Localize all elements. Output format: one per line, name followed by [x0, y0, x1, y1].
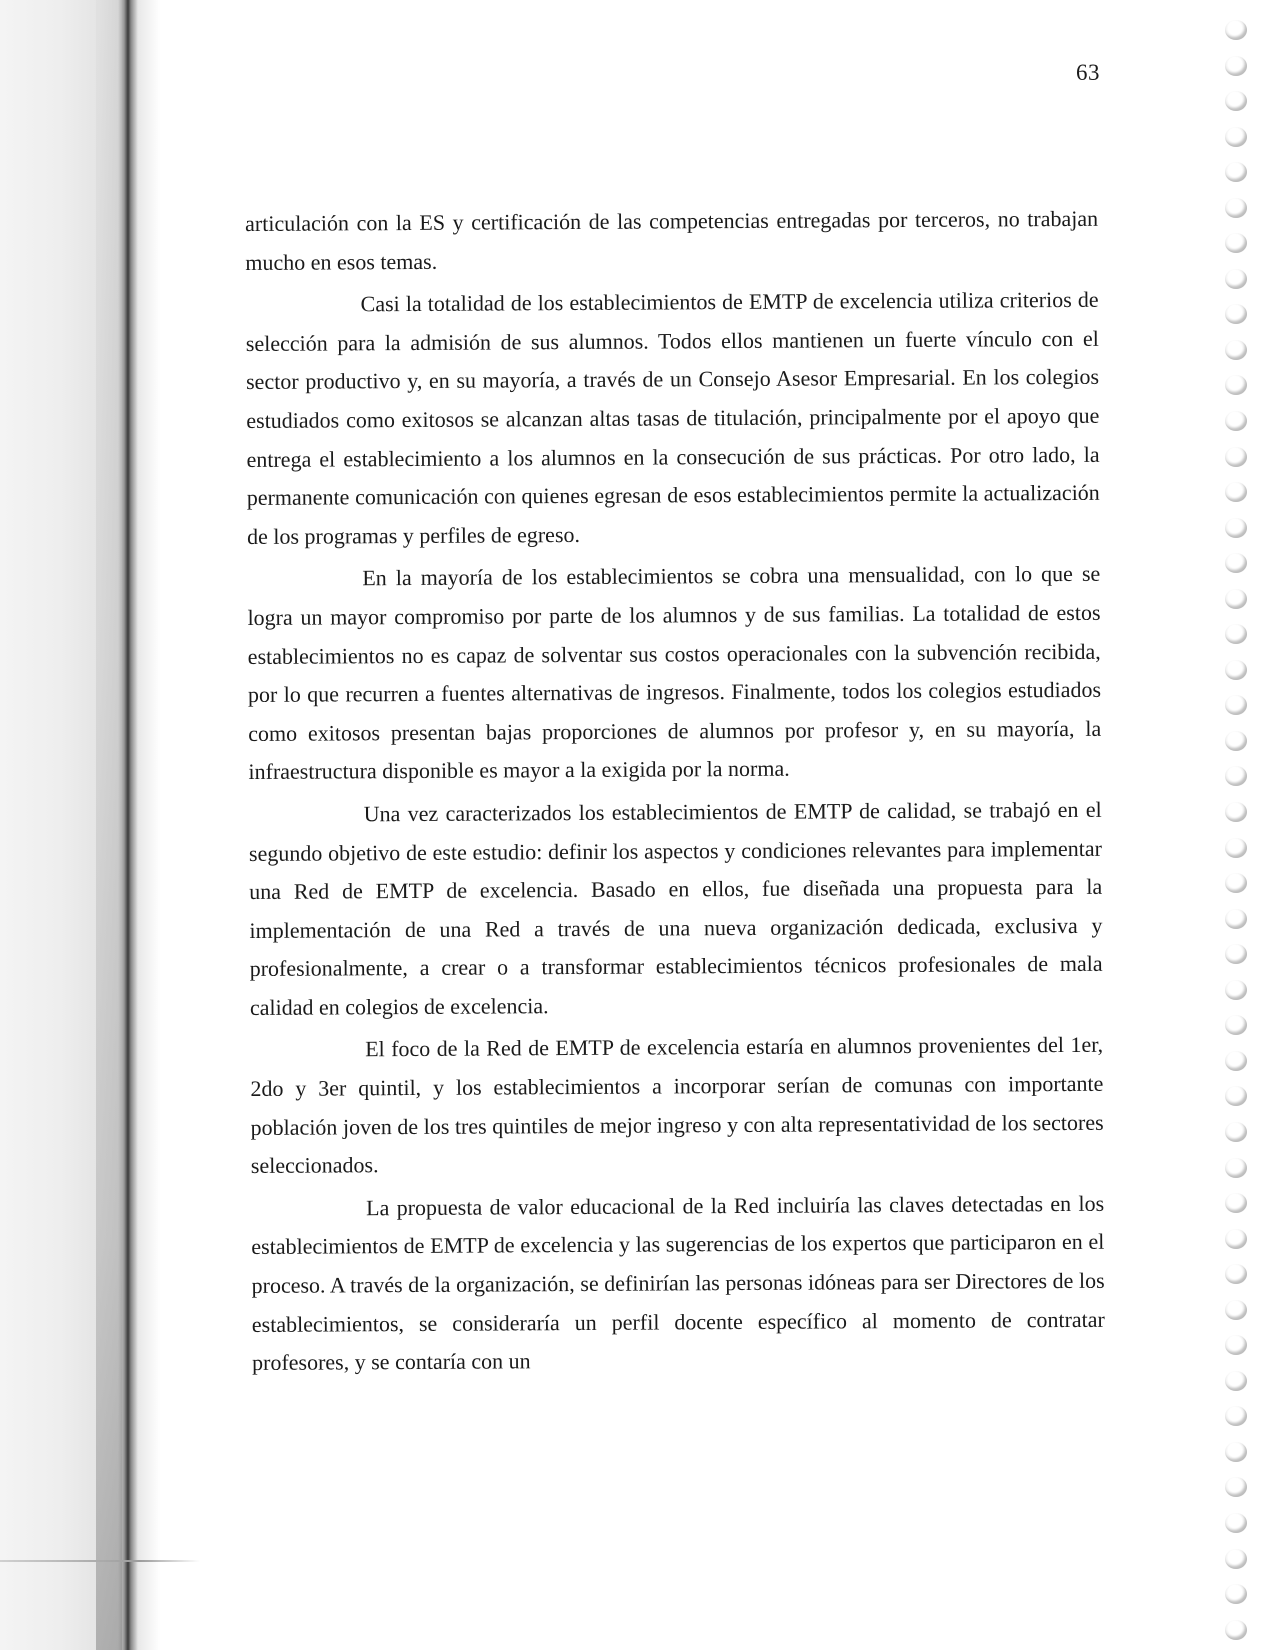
binding-hole-icon	[1225, 838, 1247, 858]
binding-hole-icon	[1225, 340, 1247, 360]
binding-hole-icon	[1225, 1264, 1247, 1284]
binding-hole-icon	[1225, 482, 1247, 502]
binding-hole-icon	[1225, 1051, 1247, 1071]
document-body	[245, 200, 1105, 1383]
paragraph: El foco de la Red de EMTP de excelencia estaría en alumnos provenientes del 1er, 2do y 3er quintil, y los establecimientos a incorporar serían de comunas con importante población joven de los tres quintiles de mejor ingreso y con alta representatividad de los sectores seleccionados.	[250, 1032, 1104, 1179]
binding-hole-icon	[1225, 1158, 1247, 1178]
binding-hole-icon	[1225, 56, 1247, 76]
binding-hole-icon	[1225, 375, 1247, 395]
binding-hole-icon	[1225, 127, 1247, 147]
paragraph: Casi la totalidad de los establecimientos de EMTP de excelencia utiliza criterios de selección para la admisión de sus alumnos. Todos ellos mantienen un fuerte vínculo con el sector productivo y, en su mayoría, a través de un Consejo Asesor Empresarial. En los colegios estudiados como exitosos se alcanzan altas tasas de titulación, principalmente por el apoyo que entrega el establecimiento a los alumnos en la consecución de sus prácticas. Por otro lado, la permanente comunicación con quienes egresan de esos establecimientos permite la actualización de los programas y perfiles de egreso.	[245, 286, 1100, 549]
paragraph: Una vez caracterizados los establecimientos de EMTP de calidad, se trabajó en el segundo objetivo de este estudio: definir los aspectos y condiciones relevantes para implementar una Red de EMTP de excelencia. Basado en ellos, fue diseñada una propuesta para la implementación de una Red a través de una nueva organización dedicada, exclusiva y profesionalmente, a crear o a transformar establecimientos técnicos profesionales de mala calidad en colegios de excelencia.	[248, 796, 1103, 1020]
binding-hole-icon	[1225, 553, 1247, 573]
binding-hole-icon	[1225, 162, 1247, 182]
paragraph: La propuesta de valor educacional de la Red incluiría las claves detectadas en los establecimientos de EMTP de excelencia y las sugerencias de los expertos que participaron en el proceso. A través de la organización, se definirían las personas idóneas para ser Directores de los establecimientos, se consideraría un perfil docente específico al momento de contratar profesores, y se contaría con un	[251, 1190, 1105, 1376]
binding-hole-icon	[1225, 1549, 1247, 1569]
binding-hole-icon	[1225, 660, 1247, 680]
binding-hole-icon	[1225, 1300, 1247, 1320]
binding-hole-icon	[1225, 1229, 1247, 1249]
binding-hole-icon	[1225, 198, 1247, 218]
binding-hole-icon	[1225, 873, 1247, 893]
binding-hole-icon	[1225, 944, 1247, 964]
binding-hole-icon	[1225, 20, 1247, 40]
binding-hole-icon	[1225, 1477, 1247, 1497]
binding-hole-icon	[1225, 1513, 1247, 1533]
paragraph: En la mayoría de los establecimientos se cobra una mensualidad, con lo que se logra un mayor compromiso por parte de los alumnos y de sus familias. La totalidad de estos establecimientos no es capaz de solventar sus costos operacionales con la subvención recibida, por lo que recurren a fuentes alternativas de ingresos. Finalmente, todos los colegios estudiados como exitosos presentan bajas proporciones de alumnos por profesor y, en su mayoría, la infraestructura disponible es mayor a la exigida por la norma.	[247, 561, 1102, 785]
binding-hole-icon	[1225, 766, 1247, 786]
binding-hole-icon	[1225, 980, 1247, 1000]
binding-hole-icon	[1225, 589, 1247, 609]
binding-hole-icon	[1225, 304, 1247, 324]
binding-gutter	[96, 0, 122, 1650]
binding-hole-icon	[1225, 731, 1247, 751]
binding-hole-icon	[1225, 1335, 1247, 1355]
binding-hole-icon	[1225, 695, 1247, 715]
binding-hole-icon	[1225, 1371, 1247, 1391]
binding-hole-icon	[1225, 1442, 1247, 1462]
spiral-binding-holes	[1221, 20, 1251, 1640]
binding-hole-icon	[1225, 91, 1247, 111]
binding-hole-icon	[1225, 518, 1247, 538]
binding-hole-icon	[1225, 1086, 1247, 1106]
binding-hole-icon	[1225, 1015, 1247, 1035]
binding-hole-icon	[1225, 1620, 1247, 1640]
binding-hole-icon	[1225, 233, 1247, 253]
binding-hole-icon	[1225, 447, 1247, 467]
binding-hole-icon	[1225, 909, 1247, 929]
binding-hole-icon	[1225, 1584, 1247, 1604]
paragraph-continuation: articulación con la ES y certificación de las competencias entregadas por terceros, no trabajan mucho en esos temas.	[245, 205, 1099, 275]
binding-hole-icon	[1225, 269, 1247, 289]
binding-hole-icon	[1225, 1193, 1247, 1213]
binding-shadow	[0, 0, 160, 1650]
page-edge-line	[0, 1560, 200, 1562]
binding-hole-icon	[1225, 802, 1247, 822]
binding-hole-icon	[1225, 1122, 1247, 1142]
binding-hole-icon	[1225, 411, 1247, 431]
binding-hole-icon	[1225, 1406, 1247, 1426]
page-number: 63	[1076, 60, 1100, 85]
binding-hole-icon	[1225, 624, 1247, 644]
